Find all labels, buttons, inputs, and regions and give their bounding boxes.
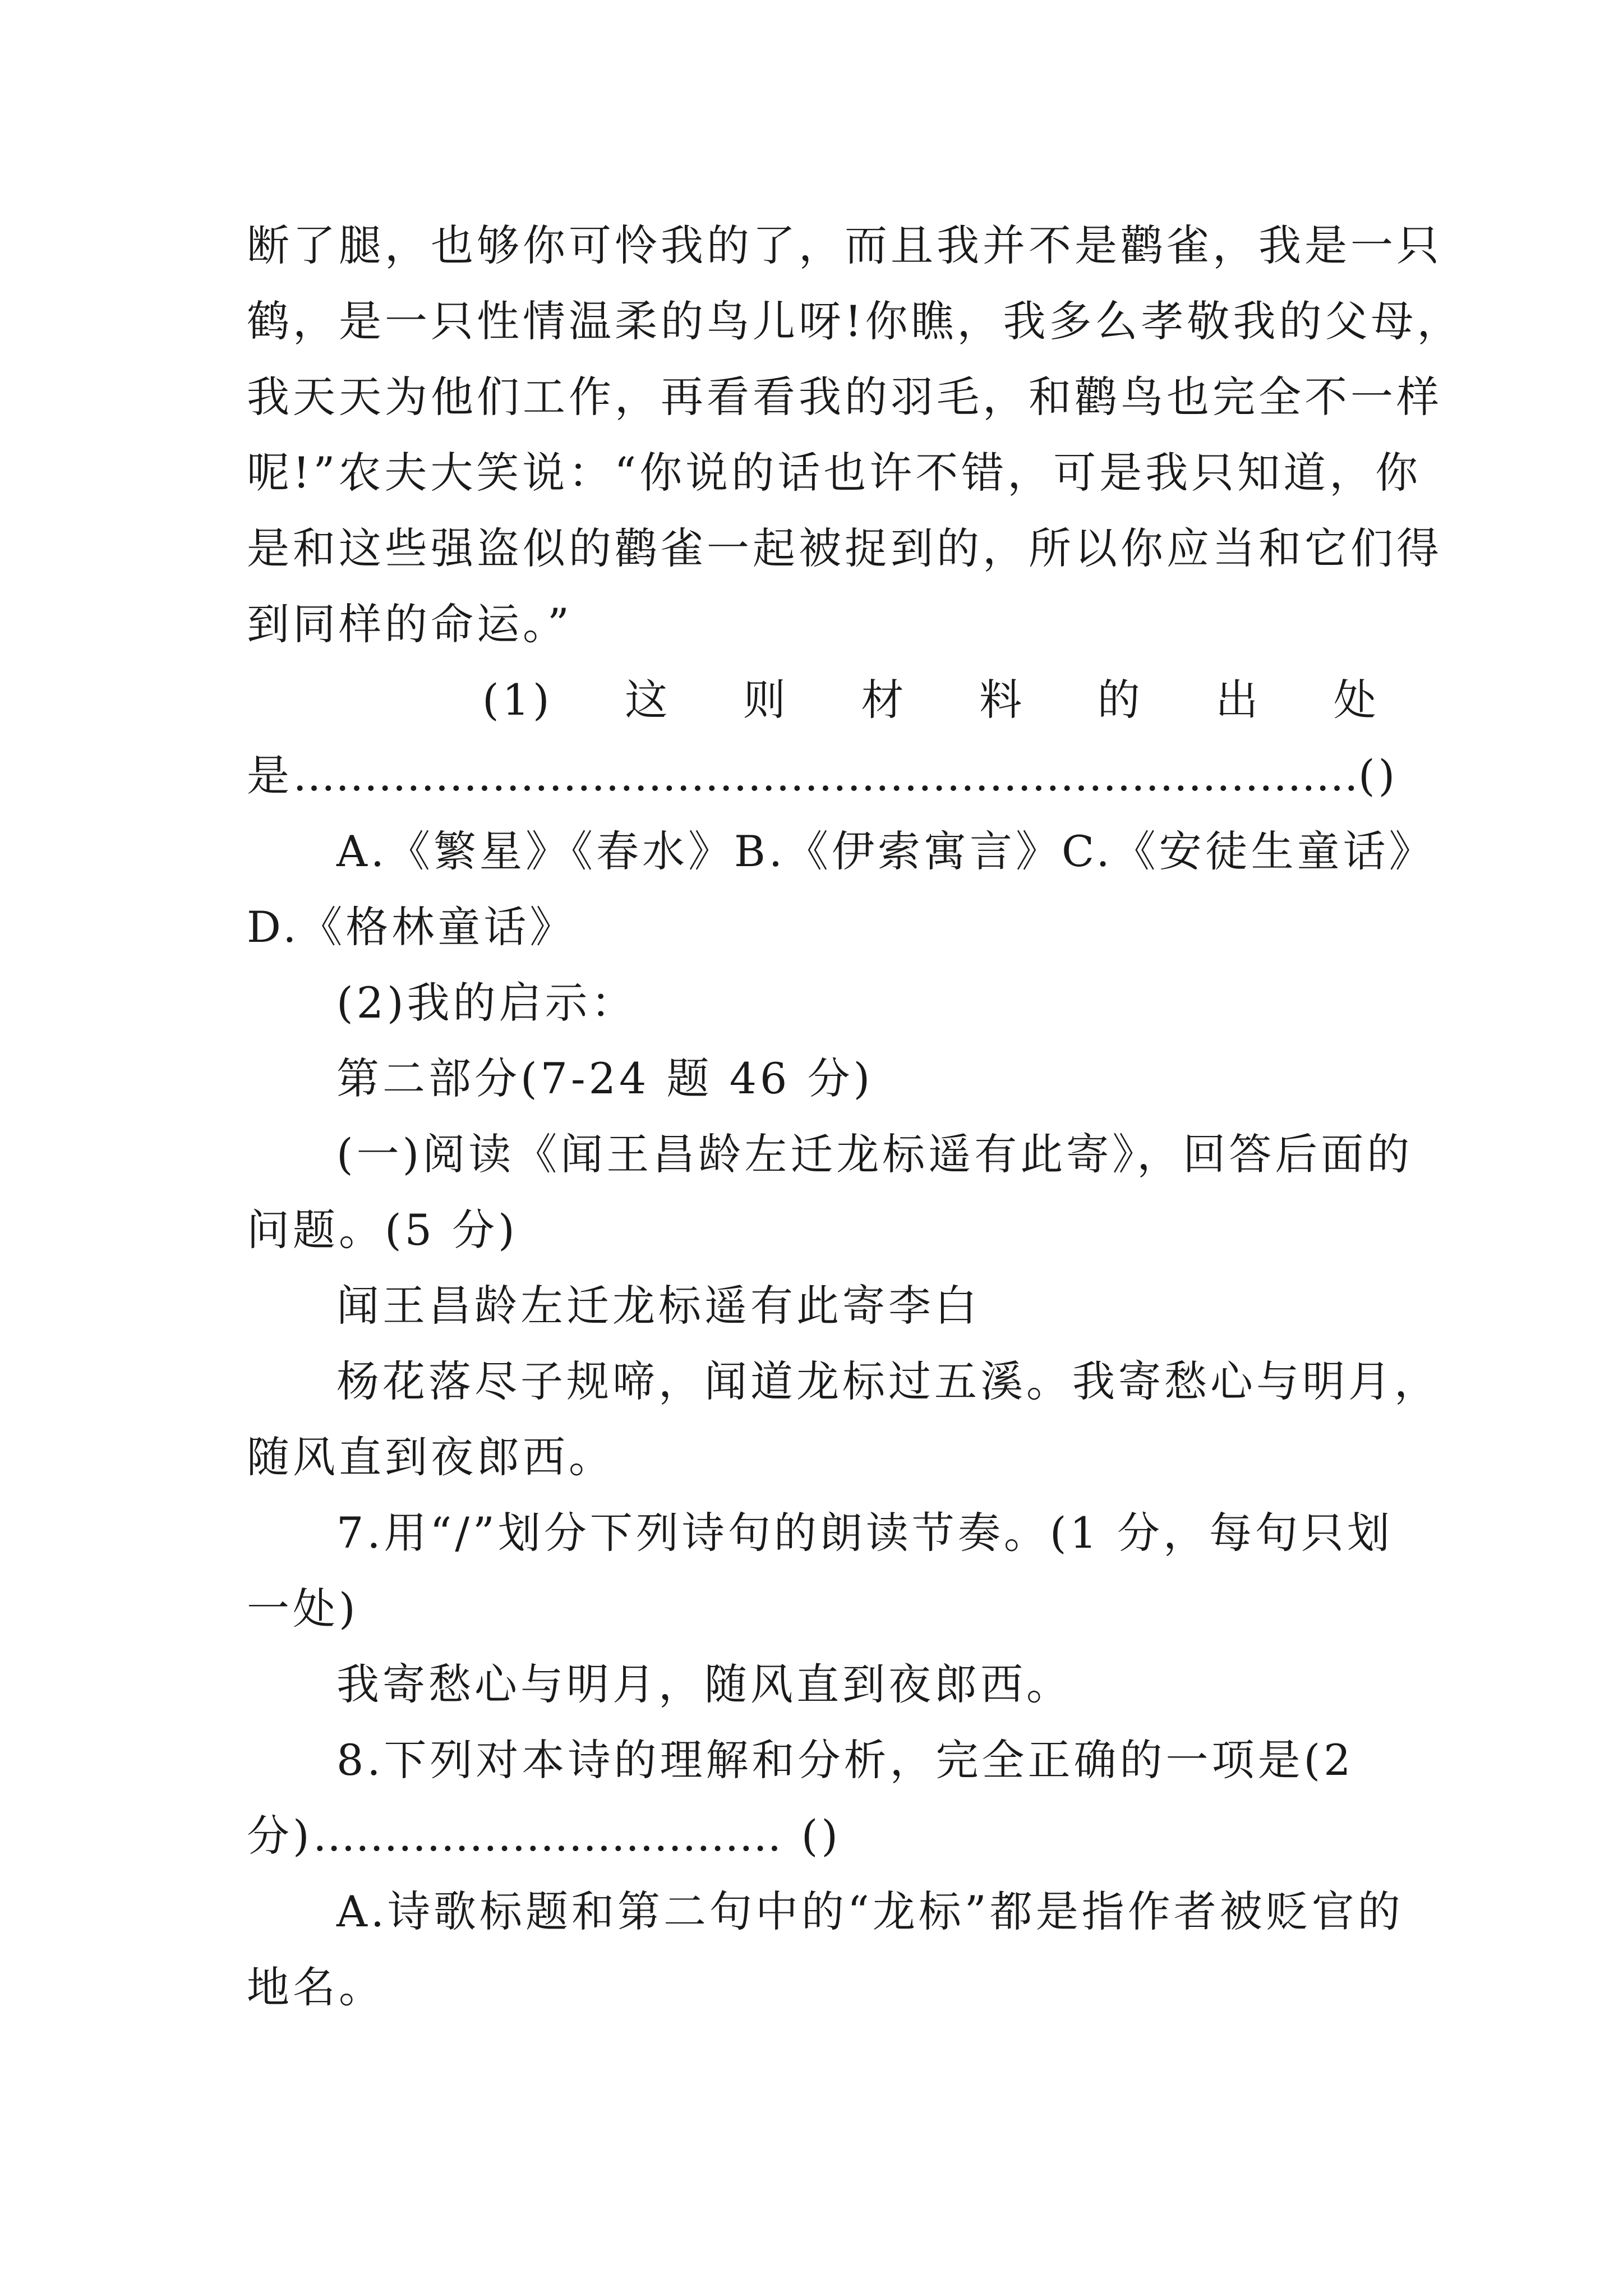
question-2: (2)我的启示：: [336, 978, 637, 1028]
passage-line-6: 到同样的命运。”: [247, 599, 573, 649]
q1-word: 出: [1215, 675, 1262, 725]
question-1-answer-line: [247, 748, 1399, 804]
question-7-line-2: 一处): [247, 1584, 359, 1634]
question-8-line-1: 8.下列对本诗的理解和分析，完全正确的一项是(2: [336, 1735, 1354, 1785]
passage-line-5: 是和这些强盗似的鹳雀一起被捉到的，所以你应当和它们得: [247, 523, 1442, 573]
part-2-title: 第二部分(7-24 题 46 分): [336, 1053, 874, 1103]
dot-leader: ……………………………: [312, 1811, 782, 1861]
q1-word: 处: [1333, 675, 1380, 725]
q8-option-a-line-2: 地名。: [247, 1962, 385, 2012]
passage-line-3: 我天天为他们工作，再看看我的羽毛，和鹳鸟也完全不一样: [247, 372, 1442, 422]
poem-line-1: 杨花落尽子规啼，闻道龙标过五溪。我寄愁心与明月，: [336, 1356, 1440, 1406]
passage-line-2: 鹤，是一只性情温柔的鸟儿呀!你瞧，我多么孝敬我的父母，: [247, 296, 1463, 346]
answer-blank: (): [801, 1811, 841, 1861]
poem-line-2: 随风直到夜郎西。: [247, 1432, 615, 1482]
q1-word: (1): [482, 675, 553, 725]
q1-options-line-1: A.《繁星》《春水》B.《伊索寓言》C.《安徒生童话》: [336, 826, 1435, 876]
q1-options-line-2: D.《格林童话》: [247, 902, 576, 952]
question-7-verse: 我寄愁心与明月，随风直到夜郎西。: [336, 1659, 1072, 1709]
poem-title: 闻王昌龄左迁龙标遥有此寄李白: [336, 1281, 980, 1331]
q1-word: 的: [1097, 675, 1144, 725]
q1-word: 则: [743, 675, 789, 725]
passage-line-1: 断了腿，也够你可怜我的了，而且我并不是鹳雀，我是一只: [247, 220, 1442, 270]
passage-line-4: 呢!”农夫大笑说：“你说的话也许不错，可是我只知道，你: [247, 448, 1422, 498]
reading-intro-line-2: 问题。(5 分): [247, 1205, 518, 1255]
question-8-answer-line: [247, 1808, 841, 1864]
q1-word: 这: [625, 675, 671, 725]
q8-line2-start: 分): [247, 1811, 313, 1861]
reading-intro-line-1: (一)阅读《闻王昌龄左迁龙标遥有此寄》，回答后面的: [336, 1129, 1413, 1179]
question-1-line: [247, 672, 1380, 728]
answer-blank: (): [1358, 751, 1399, 800]
question-7-line-1: 7.用“/”划分下列诗句的朗读节奏。(1 分，每句只划: [336, 1508, 1393, 1558]
dot-leader: …………………………………………………………………: [293, 751, 1358, 800]
q1-word: 料: [979, 675, 1026, 725]
q1-line2-start: 是: [247, 751, 293, 800]
q1-word: 材: [861, 675, 907, 725]
q8-option-a-line-1: A.诗歌标题和第二句中的“龙标”都是指作者被贬官的: [336, 1887, 1404, 1936]
